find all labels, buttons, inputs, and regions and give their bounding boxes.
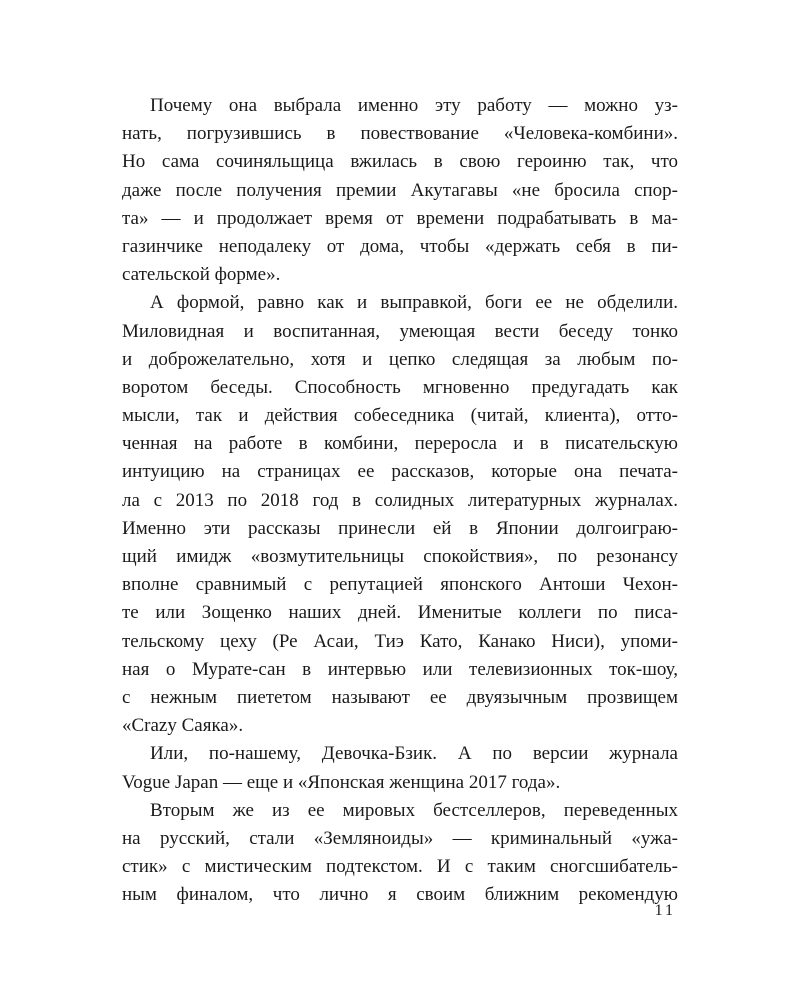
paragraph xyxy=(122,92,678,289)
text-line: нать, погрузившись в повествование «Человека-комбини». xyxy=(122,123,678,145)
text-line: газинчике неподалеку от дома, чтобы «держать себя в пи- xyxy=(122,235,678,257)
text-line: ным финалом, что лично я своим ближним рекомендую xyxy=(122,884,678,906)
text-line: Vogue Japan — еще и «Японская женщина 2017 года». xyxy=(122,771,561,793)
text-line: сательской форме». xyxy=(122,264,281,286)
text-line: с нежным пиететом называют ее двуязычным прозвищем xyxy=(122,686,678,708)
text-line: Или, по-нашему, Девочка-Бзик. А по версии журнала xyxy=(150,743,678,765)
text-line: А формой, равно как и выправкой, боги ее не обделили. xyxy=(150,292,678,314)
paragraph xyxy=(122,740,678,796)
text-line: Но сама сочиняльщица вжилась в свою героиню так, что xyxy=(122,151,678,173)
page-number: 11 xyxy=(654,902,676,919)
text-line: та» — и продолжает время от времени подрабатывать в ма- xyxy=(122,207,678,229)
text-line: тельскому цеху (Ре Асаи, Тиэ Като, Канако Ниси), упоми- xyxy=(122,630,678,652)
text-line: даже после получения премии Акутагавы «не бросила спор- xyxy=(122,179,678,201)
text-line: ченная на работе в комбини, переросла и в писательскую xyxy=(122,433,678,455)
paragraph xyxy=(122,289,678,740)
text-line: воротом беседы. Способность мгновенно предугадать как xyxy=(122,376,678,398)
text-line: Почему она выбрала именно эту работу — можно уз- xyxy=(150,95,678,116)
paragraph xyxy=(122,797,678,910)
text-line: вполне сравнимый с репутацией японского Антоши Чехон- xyxy=(122,574,678,596)
text-line: интуицию на страницах ее рассказов, которые она печата- xyxy=(122,461,678,483)
text-line: мысли, так и действия собеседника (читай, клиента), отто- xyxy=(122,405,678,427)
text-line: Именно эти рассказы принесли ей в Японии долгоиграю- xyxy=(122,517,678,539)
text-line: «Crazy Саяка». xyxy=(122,715,244,737)
text-line: ла с 2013 по 2018 год в солидных литературных журналах. xyxy=(122,489,678,511)
text-line: ная о Мурате-сан в интервью или телевизионных ток-шоу, xyxy=(122,658,678,680)
text-line: стик» с мистическим подтекстом. И с таким сногсшибатель- xyxy=(122,856,678,878)
body-text xyxy=(122,92,678,909)
text-line: Миловидная и воспитанная, умеющая вести беседу тонко xyxy=(122,320,678,342)
text-line: и доброжелательно, хотя и цепко следящая за любым по- xyxy=(122,348,678,370)
text-line: Вторым же из ее мировых бестселлеров, переведенных xyxy=(150,799,678,821)
text-line: на русский, стали «Земляноиды» — криминальный «ужа- xyxy=(122,827,678,849)
text-line: те или Зощенко наших дней. Именитые коллеги по писа- xyxy=(122,602,678,624)
text-line: щий имидж «возмутительницы спокойствия», по резонансу xyxy=(122,546,678,567)
